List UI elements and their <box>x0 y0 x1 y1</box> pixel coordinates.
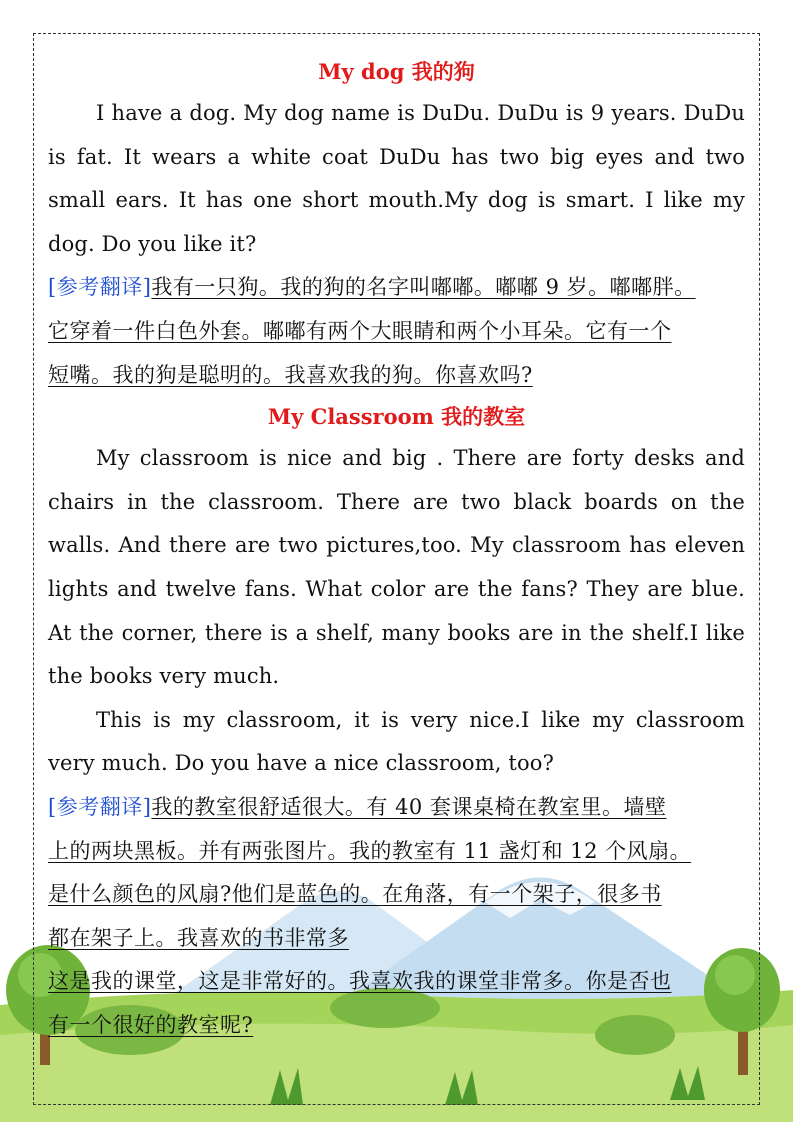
paragraph-my-dog: I have a dog. My dog name is DuDu. DuDu is 9 years. DuDu is fat. It wears a white coat DuDu has two big eyes and two small ears. It has one short mouth.My dog is smart. I like my dog. Do you like it? <box>48 101 745 256</box>
translation-my-dog <box>48 266 745 397</box>
section-title-my-dog: My dog 我的狗 <box>318 59 475 84</box>
section-title-my-classroom: My Classroom 我的教室 <box>267 404 526 430</box>
translation-tag: [参考翻译] <box>48 794 152 819</box>
paragraph-my-classroom-1: My classroom is nice and big . There are forty desks and chairs in the classroom. There are two black boards on the walls. And there are two pictures,too. My classroom has eleven lights and twelve fans. What color are the fans? They are blue. At the corner, there is a shelf, many books are in the shelf.I like the books very much. <box>48 446 745 689</box>
translation-line: 我的教室很舒适很大。有 40 套课桌椅在教室里。墙壁 <box>151 794 667 819</box>
translation-tag: [参考翻译] <box>48 275 152 300</box>
translation-line: 我有一只狗。我的狗的名字叫嘟嘟。嘟嘟 9 岁。嘟嘟胖。 <box>151 275 696 300</box>
translation-line: 它穿着一件白色外套。嘟嘟有两个大眼睛和两个小耳朵。它有一个 <box>48 318 672 343</box>
translation-line: 短嘴。我的狗是聪明的。我喜欢我的狗。你喜欢吗? <box>48 362 533 387</box>
translation-line: 都在架子上。我喜欢的书非常多 <box>48 925 349 950</box>
translation-line: 这是我的课堂，这是非常好的。我喜欢我的课堂非常多。你是否也 <box>48 969 672 994</box>
translation-line: 有一个很好的教室呢? <box>48 1012 254 1037</box>
translation-line: 是什么颜色的风扇?他们是蓝色的。在角落，有一个架子，很多书 <box>48 882 662 907</box>
translation-line: 上的两块黑板。并有两张图片。我的教室有 11 盏灯和 12 个风扇。 <box>48 838 692 863</box>
paragraph-my-classroom-2: This is my classroom, it is very nice.I like my classroom very much. Do you have a nice classroom, too? <box>48 707 745 776</box>
page-content <box>48 52 745 1047</box>
translation-my-classroom <box>48 786 745 1048</box>
